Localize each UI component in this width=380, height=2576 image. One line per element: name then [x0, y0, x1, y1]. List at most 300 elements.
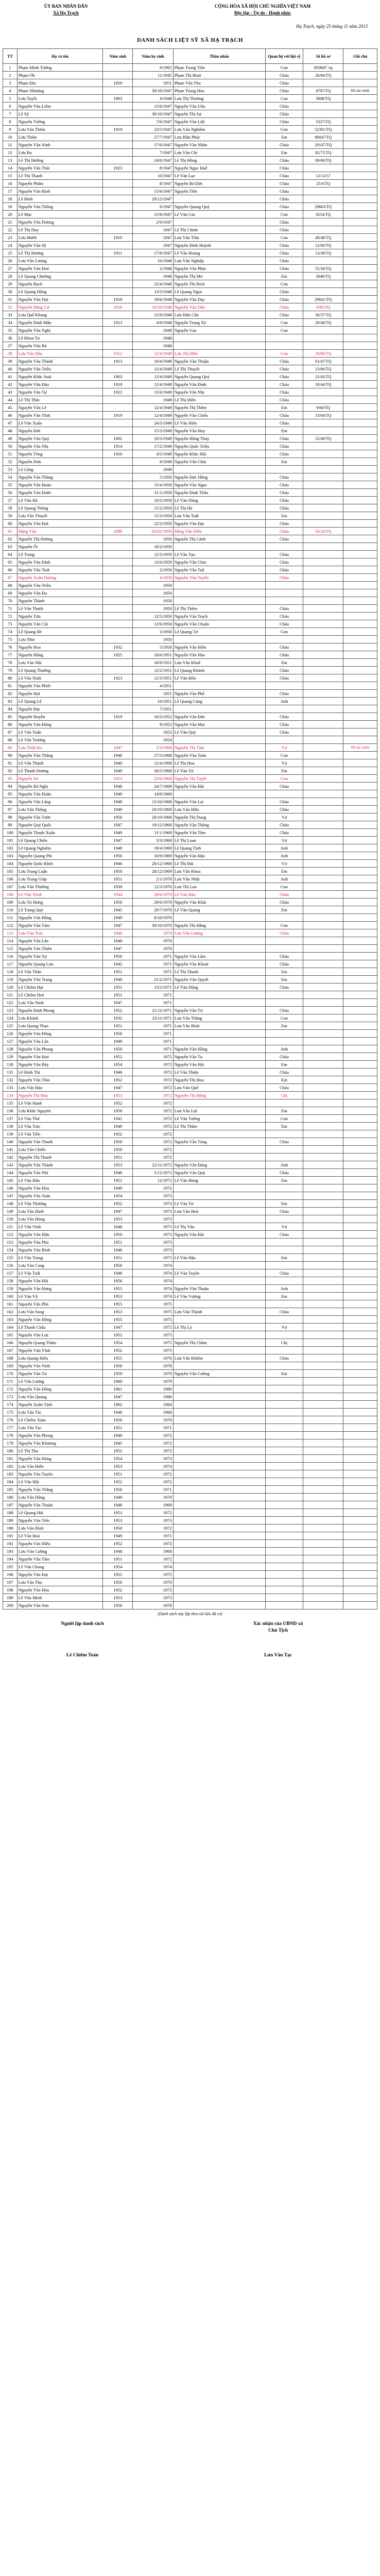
row-index: 42: [3, 381, 18, 388]
table-row: [3, 87, 377, 95]
birth-year: 1951: [103, 875, 133, 883]
note: [343, 783, 377, 790]
note: [343, 728, 377, 736]
relative-name: [173, 1146, 265, 1154]
relative-name: Lưu Văn Lợi: [173, 1107, 265, 1115]
relation: Anh: [265, 1161, 303, 1169]
note: [343, 868, 377, 875]
chair-name: Lưu Văn Tạc: [264, 1653, 292, 1658]
birth-year: 1951: [103, 1254, 133, 1262]
file-number: 12/06/TQ: [303, 242, 343, 249]
relative-name: [173, 636, 265, 643]
birth-year: [103, 72, 133, 79]
file-number: [303, 1038, 343, 1045]
table-row: [3, 752, 377, 759]
note: [343, 1602, 377, 1609]
death-year: 22/11/1972: [133, 1161, 173, 1169]
relative-name: Nguyễn Văn Đạt: [173, 520, 265, 528]
martyr-name: Lưu Văn Bình: [17, 1524, 103, 1532]
relation: Cháu: [265, 620, 303, 628]
relative-name: Nguyễn Văn Chuẩn: [173, 620, 265, 628]
martyr-name: Lưu Quế Khang: [17, 311, 103, 319]
birth-year: 1954: [103, 1339, 133, 1347]
relation: Cháu: [265, 929, 303, 937]
relative-name: [173, 334, 265, 342]
note: [343, 1030, 377, 1038]
birth-year: 1939: [103, 883, 133, 891]
birth-year: 1954: [103, 1061, 133, 1069]
death-year: 1974: [133, 1262, 173, 1269]
birth-year: 1950: [103, 1045, 133, 1053]
birth-year: [103, 149, 133, 157]
row-index: 75: [3, 636, 18, 643]
relation: [265, 1416, 303, 1424]
table-row: [3, 744, 377, 752]
relation: [265, 1571, 303, 1579]
file-number: [303, 1563, 343, 1571]
birth-year: 1950: [103, 1030, 133, 1038]
death-year: 1972: [133, 1084, 173, 1092]
table-row: [3, 1324, 377, 1331]
table-row: [3, 698, 377, 705]
note: [343, 651, 377, 659]
death-year: 1972: [133, 1154, 173, 1161]
relative-name: Lê Thị Loan: [173, 837, 265, 844]
note: [343, 636, 377, 643]
martyr-name: Lê Văn Xuân: [17, 419, 103, 427]
row-index: 23: [3, 234, 18, 242]
row-index: 132: [3, 1076, 18, 1084]
martyr-name: Lưu Khánh: [17, 1014, 103, 1022]
note: [343, 1501, 377, 1509]
note: [343, 1347, 377, 1354]
table-row: [3, 1038, 377, 1045]
org-block: [9, 3, 123, 16]
note: [343, 721, 377, 728]
martyr-name: Nguyễn Tòng: [17, 450, 103, 458]
row-index: 9: [3, 126, 18, 133]
relation: Anh: [265, 698, 303, 705]
file-number: [303, 1579, 343, 1586]
relative-name: Phạm Trọng Tiến: [173, 64, 265, 72]
birth-year: [103, 288, 133, 296]
relation: Em: [265, 767, 303, 775]
file-number: 29147/TQ: [303, 141, 343, 149]
note: [343, 327, 377, 334]
table-row: [3, 852, 377, 860]
row-index: 51: [3, 450, 18, 458]
file-number: [303, 1439, 343, 1447]
relative-name: Nguyễn Văn Ngọc: [173, 481, 265, 489]
file-number: [303, 1509, 343, 1517]
martyr-name: Lưu Trọng Luận: [17, 868, 103, 875]
table-row: [3, 334, 377, 342]
martyr-name: Lưu Văn Thường: [17, 883, 103, 891]
row-index: 60: [3, 520, 18, 528]
death-year: 20/10/1968: [133, 814, 173, 821]
death-year: 1972: [133, 1470, 173, 1478]
row-index: 146: [3, 1184, 18, 1192]
martyr-name: Lê Văn Hoà: [17, 1532, 103, 1540]
row-index: 108: [3, 891, 18, 899]
file-number: 29663/TQ: [303, 203, 343, 211]
martyr-name: Phạm Nhượng: [17, 87, 103, 95]
file-number: [303, 195, 343, 203]
martyr-name: Nguyễn Văn Liêm: [17, 103, 103, 110]
martyr-name: Lê Quang Thường: [17, 667, 103, 674]
birth-year: [103, 481, 133, 489]
note: [343, 643, 377, 651]
martyr-name: Nguyễn Văn Đinh: [17, 558, 103, 566]
file-number: [303, 806, 343, 814]
relation: Cháu: [265, 551, 303, 558]
relative-name: Nguyễn Văn Dân: [173, 303, 265, 311]
table-row: [3, 1184, 377, 1192]
death-year: 17/2/1949: [133, 443, 173, 450]
relation: Cháu: [265, 613, 303, 620]
birth-year: [103, 504, 133, 512]
birth-year: 1923: [103, 164, 133, 172]
martyr-name: Lưu Quang Thao: [17, 1022, 103, 1030]
file-number: [303, 674, 343, 682]
row-index: 144: [3, 1169, 18, 1177]
note: [343, 381, 377, 388]
table-row: [3, 790, 377, 798]
death-year: 1972: [133, 1146, 173, 1154]
row-index: 72: [3, 613, 18, 620]
note: Đã xác minh: [343, 87, 377, 95]
note: [343, 628, 377, 636]
relative-name: [173, 1524, 265, 1532]
relative-name: Nguyễn Văn Tuệ: [173, 566, 265, 574]
relation: Em: [265, 1022, 303, 1030]
relative-name: [173, 1463, 265, 1470]
row-index: 15: [3, 172, 18, 180]
birth-year: [103, 64, 133, 72]
row-index: 136: [3, 1107, 18, 1115]
table-row: [3, 133, 377, 141]
relation: Cháu: [265, 651, 303, 659]
martyr-name: Nguyễn Văn Thành: [17, 358, 103, 365]
relative-name: Lê Quang Tứ: [173, 628, 265, 636]
relation: Cháu: [265, 481, 303, 489]
birth-year: [103, 211, 133, 218]
row-index: 8: [3, 118, 18, 126]
martyr-name: Nguyễn Bạch: [17, 280, 103, 288]
birth-year: 1910: [103, 450, 133, 458]
row-index: 76: [3, 643, 18, 651]
relative-name: Lê Thị Hà: [173, 504, 265, 512]
file-number: [303, 837, 343, 844]
table-row: [3, 103, 377, 110]
note: [343, 203, 377, 211]
col-header-note: Ghi chú: [343, 49, 377, 64]
relative-name: Nguyễn Đình Huỳnh: [173, 242, 265, 249]
table-row: [3, 783, 377, 790]
martyr-name: Nguyễn Văn Hoán: [17, 481, 103, 489]
birth-year: 1948: [103, 1548, 133, 1555]
relation: [265, 1447, 303, 1455]
relative-name: [173, 1154, 265, 1161]
file-number: [303, 327, 343, 334]
note: [343, 790, 377, 798]
martyr-name: Nguyễn Văn Hưng: [17, 1285, 103, 1293]
relative-name: Nguyễn Văn Khải: [173, 899, 265, 906]
row-index: 168: [3, 1354, 18, 1362]
martyr-name: Nguyễn Văn Tước: [17, 814, 103, 821]
relation: [265, 1146, 303, 1154]
martyr-name: Nguyễn Văn Hoè: [17, 265, 103, 273]
note: [343, 110, 377, 118]
death-year: 12/4/1949: [133, 365, 173, 373]
file-number: [303, 651, 343, 659]
note: [343, 133, 377, 141]
note: [343, 821, 377, 829]
note: [343, 1184, 377, 1192]
relation: Cháu: [265, 218, 303, 226]
table-row: [3, 1424, 377, 1432]
file-number: [303, 597, 343, 605]
table-row: [3, 798, 377, 806]
row-index: 119: [3, 976, 18, 984]
table-row: [3, 1393, 377, 1401]
file-number: 12/12/57: [303, 172, 343, 180]
table-row: [3, 489, 377, 497]
note: [343, 1517, 377, 1524]
relative-name: [173, 1409, 265, 1416]
relative-name: Nguyễn Văn Hải: [173, 1231, 265, 1239]
relative-name: Nguyễn Thị Hồng: [173, 1092, 265, 1099]
relation: Con: [265, 319, 303, 327]
note: [343, 945, 377, 953]
relation: Con: [265, 775, 303, 783]
death-year: 1975: [133, 1300, 173, 1308]
death-year: 1971: [133, 1486, 173, 1494]
row-index: 35: [3, 327, 18, 334]
relative-name: [173, 1316, 265, 1324]
file-number: [303, 1463, 343, 1470]
relation: [265, 1501, 303, 1509]
death-year: 1972: [133, 1184, 173, 1192]
file-number: 9254/TQ: [303, 211, 343, 218]
martyr-name: Phạm Ơn: [17, 72, 103, 79]
martyr-name: Lê Thanh Dương: [17, 767, 103, 775]
note: [343, 218, 377, 226]
relative-name: Lê Văn Tư: [173, 1200, 265, 1208]
birth-year: [103, 218, 133, 226]
note: [343, 698, 377, 705]
table-row: [3, 164, 377, 172]
note: [343, 667, 377, 674]
table-row: [3, 1339, 377, 1347]
note: [343, 566, 377, 574]
relation: Cháu: [265, 358, 303, 365]
note: [343, 296, 377, 303]
file-number: [303, 1092, 343, 1099]
file-number: [303, 566, 343, 574]
relative-name: Nguyễn Văn Đức: [173, 713, 265, 721]
death-year: 1972: [133, 1099, 173, 1107]
table-row: [3, 64, 377, 72]
file-number: [303, 775, 343, 783]
relative-name: [173, 1385, 265, 1393]
relative-name: [173, 1362, 265, 1370]
martyr-name: Lê Quang Bé: [17, 628, 103, 636]
birth-year: 1947: [103, 1393, 133, 1401]
row-index: 126: [3, 1030, 18, 1038]
death-year: 10/3/1952: [133, 713, 173, 721]
relative-name: Lưu Văn Thắng: [173, 1014, 265, 1022]
row-index: 54: [3, 473, 18, 481]
relation: Cháu: [265, 188, 303, 195]
table-row: [3, 1030, 377, 1038]
table-row: [3, 613, 377, 620]
note: [343, 798, 377, 806]
relative-name: Nguyễn Văn Trạch: [173, 613, 265, 620]
relation: Vợ: [265, 759, 303, 767]
note: [343, 1169, 377, 1177]
table-row: [3, 597, 377, 605]
row-index: 3: [3, 79, 18, 87]
relative-name: Lưu Văn Khiêm: [173, 1354, 265, 1362]
prepared-by-name: Lê Chiêm Toàn: [66, 1653, 99, 1658]
death-year: 23/5/1947: [133, 126, 173, 133]
birth-year: [103, 543, 133, 551]
martyr-name: Nguyễn Văn Vinh: [17, 1362, 103, 1370]
martyr-name: Lê Văn Lượng: [17, 1378, 103, 1385]
martyr-name: Lưu Văn Sung: [17, 1308, 103, 1316]
file-number: [303, 1486, 343, 1494]
note: [343, 404, 377, 412]
table-row: [3, 922, 377, 929]
death-year: 30/10/1970: [133, 922, 173, 929]
relative-name: [173, 543, 265, 551]
birth-year: 1948: [103, 844, 133, 852]
birth-year: [103, 667, 133, 674]
note: [343, 1215, 377, 1223]
relation: [265, 636, 303, 643]
birth-year: [103, 659, 133, 667]
file-number: [303, 1184, 343, 1192]
martyr-name: Lê Quang Lệ: [17, 698, 103, 705]
martyr-name: Lê Quang Hải: [17, 1509, 103, 1517]
row-index: 61: [3, 528, 18, 535]
row-index: 140: [3, 1138, 18, 1146]
table-row: [3, 1486, 377, 1494]
file-number: [303, 1231, 343, 1239]
note: [343, 1192, 377, 1200]
death-year: 1978: [133, 1602, 173, 1609]
file-number: [303, 543, 343, 551]
death-year: 12/2/1951: [133, 667, 173, 674]
note: [343, 1061, 377, 1069]
death-year: 29/12/1947: [133, 195, 173, 203]
martyr-name: Nguyễn Hoa: [17, 643, 103, 651]
table-row: [3, 1076, 377, 1084]
relative-name: Nguyễn Thị Hoa: [173, 1076, 265, 1084]
birth-year: [103, 728, 133, 736]
relation: Chị: [265, 1092, 303, 1099]
file-number: [303, 1378, 343, 1385]
file-number: [303, 1107, 343, 1115]
table-row: [3, 821, 377, 829]
death-year: 19/4/1969: [133, 844, 173, 852]
row-index: 115: [3, 945, 18, 953]
relative-name: Lê Thị Thuyết: [173, 365, 265, 373]
relative-name: Nguyễn Thị Hằng: [173, 922, 265, 929]
relation: Con: [265, 628, 303, 636]
table-row: [3, 1439, 377, 1447]
row-index: 28: [3, 273, 18, 280]
martyr-name: Nguyễn Văn Phong: [17, 1432, 103, 1439]
relation: Cháu: [265, 419, 303, 427]
file-number: [303, 1455, 343, 1463]
birth-year: 1946: [103, 860, 133, 868]
martyr-name: Lưu Ru: [17, 149, 103, 157]
relative-name: [173, 1099, 265, 1107]
file-number: 9/80/TQ: [303, 303, 343, 311]
relation: Anh: [265, 852, 303, 860]
relation: Cháu: [265, 1069, 303, 1076]
relation: Cháu: [265, 1138, 303, 1146]
birth-year: [103, 342, 133, 350]
relation: [265, 999, 303, 1007]
martyr-name: Nguyễn Văn Dương: [17, 218, 103, 226]
death-year: 1972: [133, 1509, 173, 1517]
relation: [265, 1409, 303, 1416]
birth-year: 1949: [103, 790, 133, 798]
relation: Vợ: [265, 814, 303, 821]
note: [343, 613, 377, 620]
martyr-name: Nguyễn Văn Huân: [17, 790, 103, 798]
note: [343, 1571, 377, 1579]
row-index: 151: [3, 1223, 18, 1231]
birth-year: 1949: [103, 1532, 133, 1540]
martyr-name: Lê Văn Vỹ: [17, 1293, 103, 1300]
death-year: 30/10/1947: [133, 87, 173, 95]
row-index: 48: [3, 427, 18, 435]
death-year: 1972: [133, 1130, 173, 1138]
death-year: 1951: [133, 79, 173, 87]
file-number: [303, 1246, 343, 1254]
relative-name: [173, 1262, 265, 1269]
table-row: [3, 1099, 377, 1107]
martyr-name: Lưu Văn Chiến: [17, 1146, 103, 1154]
birth-year: 1890: [103, 528, 133, 535]
birth-year: 1923: [103, 674, 133, 682]
relation: [265, 790, 303, 798]
martyr-name: Lê Mạc: [17, 211, 103, 218]
death-year: 23/11/1971: [133, 1014, 173, 1022]
table-row: [3, 991, 377, 999]
row-index: 20: [3, 211, 18, 218]
martyr-name: Nguyễn Văn Hồng: [17, 914, 103, 922]
birth-year: 1949: [103, 1123, 133, 1130]
relative-name: [173, 1517, 265, 1524]
relative-name: Nguyễn Quốc Triệu: [173, 443, 265, 450]
note: [343, 1354, 377, 1362]
relation: Em: [265, 1370, 303, 1378]
birth-year: [103, 180, 133, 188]
file-number: [303, 1393, 343, 1401]
death-year: 14/9/1968: [133, 790, 173, 798]
death-year: 1984: [133, 1401, 173, 1409]
note: [343, 226, 377, 234]
death-year: 5/12/1972: [133, 1169, 173, 1177]
confirm-line-1: Xác nhận của UBND xã: [253, 1621, 303, 1626]
relation: Cháu: [265, 412, 303, 419]
relation: [265, 914, 303, 922]
